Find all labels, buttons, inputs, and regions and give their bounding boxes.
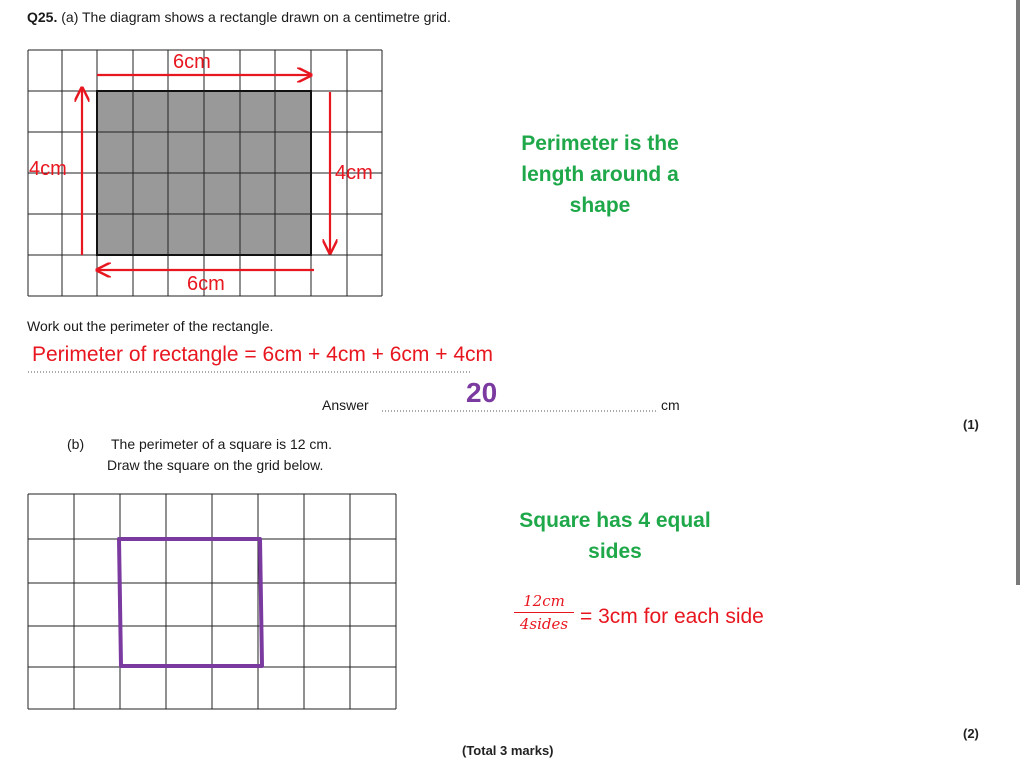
shaded-rectangle	[97, 91, 311, 255]
fraction-denominator: 4sides	[519, 615, 569, 633]
part-b-line2: Draw the square on the grid below.	[107, 457, 324, 473]
answer-value: 20	[466, 377, 498, 408]
question-header	[27, 9, 451, 25]
instruction-a: Work out the perimeter of the rectangle.	[27, 318, 274, 334]
part-a-prompt: (a) The diagram shows a rectangle drawn on a centimetre grid.	[61, 9, 451, 25]
answer-unit: cm	[661, 397, 680, 413]
question-number: Q25.	[27, 9, 58, 25]
answer-label: Answer	[322, 397, 369, 413]
perimeter-note: Perimeter is the length around a shape	[521, 132, 679, 217]
grid-b	[28, 494, 396, 709]
marks-b: (2)	[963, 726, 979, 741]
part-b-line1: The perimeter of a square is 12 cm.	[111, 436, 332, 452]
fraction	[512, 592, 576, 633]
total-marks: (Total 3 marks)	[462, 743, 554, 758]
label-top: 6cm	[173, 51, 211, 73]
label-left: 4cm	[29, 158, 67, 180]
fraction-numerator: 12cm	[523, 592, 565, 610]
part-b-label: (b)	[67, 436, 85, 452]
marks-a: (1)	[963, 417, 979, 432]
square-note: Square has 4 equal sides	[519, 509, 711, 563]
drawn-square	[119, 539, 262, 666]
working-line: Perimeter of rectangle = 6cm + 4cm + 6cm + 4cm	[32, 343, 494, 366]
label-right: 4cm	[335, 162, 373, 184]
fraction-result: = 3cm for each side	[580, 605, 764, 628]
scrollbar[interactable]	[1016, 0, 1020, 585]
label-bottom: 6cm	[187, 273, 225, 295]
